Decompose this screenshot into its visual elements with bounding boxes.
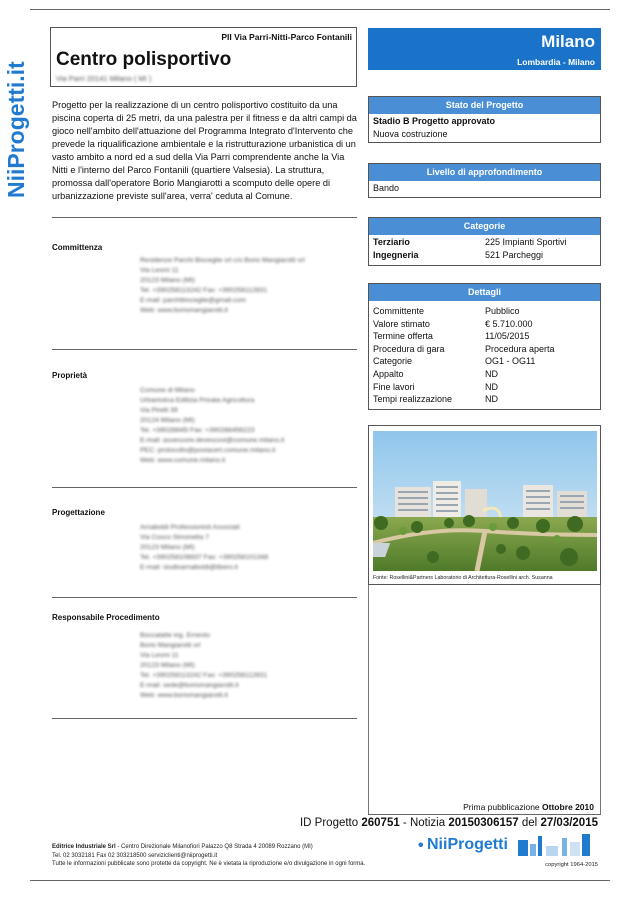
project-rendering-image — [373, 431, 597, 571]
project-stage: Stadio B Progetto approvato — [373, 116, 496, 126]
detail-row: Termine offerta 11/05/2015 — [373, 331, 530, 342]
panel-header: Dettagli — [369, 284, 600, 301]
right-column-bottom-rule — [368, 814, 601, 815]
right-column-rule — [368, 585, 369, 815]
detail-row: Appalto ND — [373, 368, 498, 379]
panel-header: Stato del Progetto — [369, 97, 600, 114]
divider — [52, 217, 357, 218]
footer-copyright-notice: Tutte le informazioni pubblicate sono protette da copyright. Ne è vietata la riproduzione e/o divulgazione in ogni forma. — [52, 861, 366, 868]
bottom-rule — [30, 880, 610, 881]
niiprogetti-side-logo — [2, 30, 32, 200]
divider — [52, 349, 357, 350]
section-label-responsabile: Responsabile Procedimento — [52, 613, 160, 622]
categorie-panel — [368, 217, 601, 266]
project-address: Via Parri 20141 Milano ( MI ) — [56, 74, 152, 83]
footer-info — [52, 843, 365, 869]
project-photo-box — [368, 425, 601, 585]
progettazione-contact: Arnaboldi Professionisti Associati Via Cosco Simonetta 7 20123 Milano (MI) Tel. +390258108837 Fax: +390258101348 E-mail: studioarnaboldi@libero.it — [140, 524, 269, 571]
footer-address: - Centro Direzionale Milanofiori Palazzo Q8 Strada 4 20089 Rozzano (MI) — [115, 844, 313, 850]
section-label-progettazione: Progettazione — [52, 508, 105, 517]
category-row: Terziario 225 Impianti Sportivi — [373, 237, 567, 247]
title-box — [50, 27, 357, 87]
livello-value: Bando — [373, 183, 400, 193]
category-row: Ingegneria 521 Parcheggi — [373, 249, 544, 260]
top-rule — [30, 9, 610, 10]
divider — [52, 597, 357, 598]
project-description: Progetto per la realizzazione di un centro polisportivo costituito da una piscina coperta di 25 metri, da una palestra per il fitness e da altri campi da gioco nell'ambito dell'attuazione del Programma Integrato d'Intervento che prevede la riqualificazione ambientale e la ristrutturazione urbanistica di un vasto ambito a nord ed a sud della Via Parri comprendente anche la Via Nitti e l'interno del Parco Fontanili (quartiere Valsesia). La struttura, promossa dall'operatore Borio Mangiarotti a scomputo delle opere di urbanizzazione previste sull'area, verra' ceduta al Comune. — [52, 100, 357, 201]
panel-header: Livello di approfondimento — [369, 164, 600, 181]
project-subtitle: PII Via Parri-Nitti-Parco Fontanili — [221, 32, 352, 42]
livello-panel — [368, 163, 601, 198]
side-logo-text: NiiProgetti.it — [3, 61, 29, 198]
divider — [52, 718, 357, 719]
photo-caption: Fonte: Rosellini&Partners Laboratorio di Architettura-Rosellini arch. Susanna — [373, 575, 553, 581]
copyright-text: copyright 1964-2015 — [545, 862, 598, 868]
detail-row: Committente Pubblico — [373, 306, 520, 316]
section-label-committenza: Committenza — [52, 243, 103, 252]
stato-progetto-panel — [368, 96, 601, 143]
logo-text: NiiProgetti — [427, 836, 508, 853]
project-type: Nuova costruzione — [373, 128, 448, 139]
proprieta-contact: Comune di Milano Urbanistica Edilizia Privata Agricoltura Via Pirelli 39 20124 Milano (MI) Tel. +39028845l Fax: +390288456223 E-mail: assessore.devescovi@comune.milano.it PEC: protocollo@postacert.comune.milano.it Web: www.comune.milano.it — [140, 387, 285, 464]
logo-building-graphic — [516, 834, 596, 858]
section-label-proprieta: Proprietà — [52, 371, 88, 380]
responsabile-contact: Boccalatte ing. Ernesto Borio Mangiarotti srl Via Lesmi 11 20123 Milano (MI) Tel. +390258113242 Fax: +390258112831 E-mail: sede@boriomangiarotti.it Web: www.boriomangiarotti.it — [140, 632, 268, 699]
location-box — [368, 28, 601, 70]
detail-row: Fine lavori ND — [373, 381, 498, 392]
page-title: Centro polisportivo — [56, 49, 232, 70]
detail-row: Procedura di gara Procedura aperta — [373, 343, 555, 354]
dettagli-panel — [368, 283, 601, 410]
panel-header: Categorie — [369, 218, 600, 235]
niiprogetti-logo — [418, 832, 598, 862]
footer-contacts: Tel. 02 3032181 Fax 02 303218500 serviziclienti@niiprogetti.it — [52, 852, 218, 859]
divider — [52, 487, 357, 488]
detail-row: Valore stimato € 5.710.000 — [373, 318, 533, 329]
detail-row: Categorie OG1 - OG11 — [373, 356, 536, 367]
committenza-contact: Residenze Parchi Bisceglie srl c/o Borio Mangiarotti srl Via Lesmi 11 20123 Milano (MI) Tel. +390258113242 Fax: +390258112831 E-mail: parchibisceglie@gmail.com Web: www.boriomangiarotti.it — [140, 257, 305, 314]
detail-row: Tempi realizzazione ND — [373, 394, 498, 405]
footer-company: Editrice Industriale Srl — [52, 844, 116, 850]
logo-dot: • — [418, 837, 424, 854]
project-id-line: ID Progetto 260751 - Notizia 20150306157 del 27/03/2015 — [299, 817, 598, 829]
city-name: Milano — [541, 32, 595, 51]
first-publication: Prima pubblicazione Ottobre 2010 — [463, 802, 594, 812]
region-name: Lombardia - Milano — [517, 57, 595, 67]
right-column-rule — [600, 585, 601, 815]
